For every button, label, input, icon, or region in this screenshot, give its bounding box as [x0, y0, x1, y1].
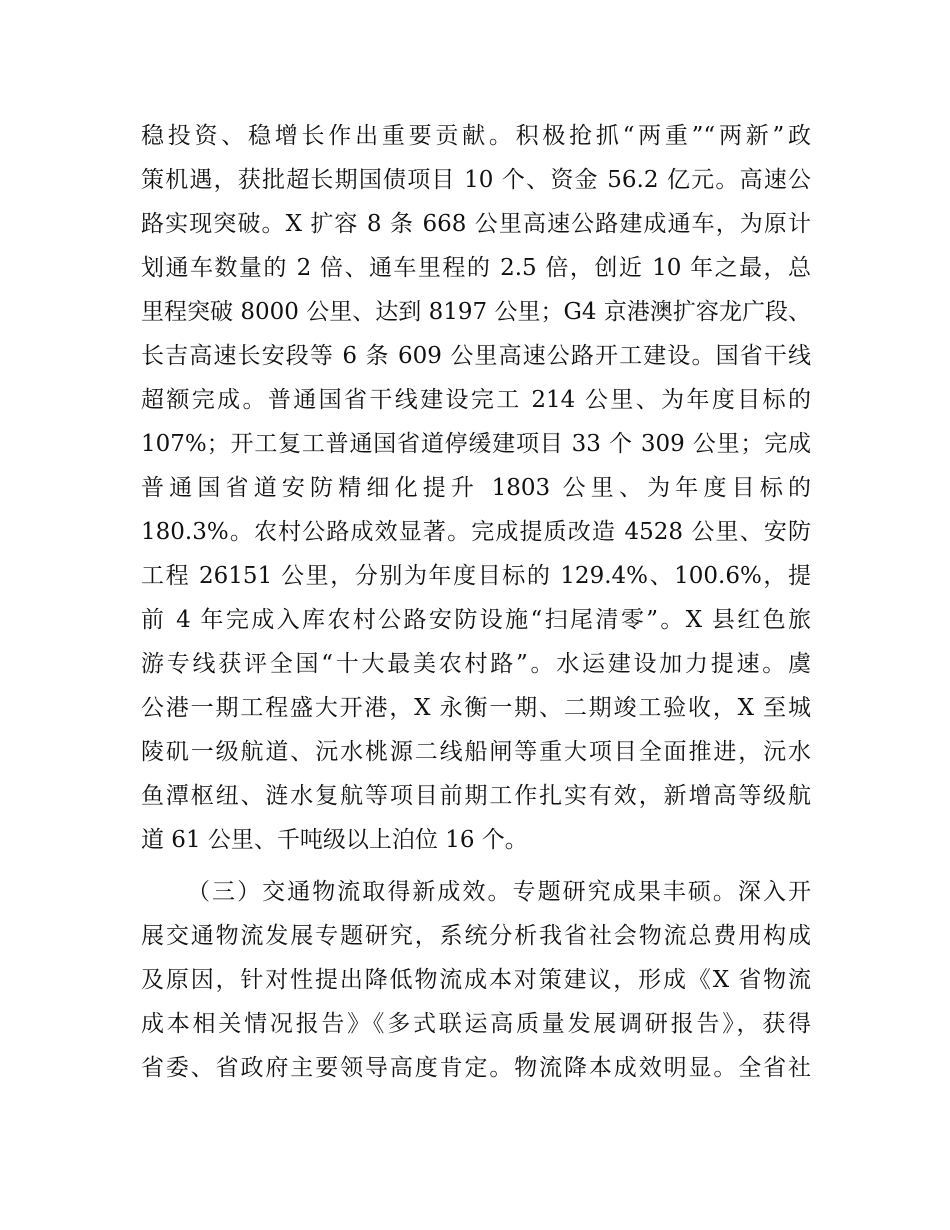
- text-line: 展交通物流发展专题研究，系统分析我省社会物流总费用构成: [141, 923, 811, 949]
- text-line: 及原因，针对性提出降低物流成本对策建议，形成《X 省物流: [141, 967, 811, 993]
- text-line: 陵矶一级航道、沅水桃源二线船闸等重大项目全面推进，沅水: [141, 739, 811, 765]
- text-line: 工程 26151 公里，分别为年度目标的 129.4%、100.6%，提: [141, 563, 811, 589]
- text-line: 长吉高速长安段等 6 条 609 公里高速公路开工建设。国省干线: [141, 343, 811, 369]
- text-line: 成本相关情况报告》《多式联运高质量发展调研报告》，获得: [141, 1011, 811, 1037]
- text-line: 普通国省道安防精细化提升 1803 公里、为年度目标的: [141, 475, 811, 501]
- text-line: 路实现突破。X 扩容 8 条 668 公里高速公路建成通车，为原计: [141, 211, 811, 237]
- text-line: 稳投资、稳增长作出重要贡献。积极抢抓“两重”“两新”政: [141, 123, 811, 149]
- text-line: 省委、省政府主要领导高度肯定。物流降本成效明显。全省社: [141, 1055, 811, 1081]
- section-heading-line: （三）交通物流取得新成效。专题研究成果丰硕。深入开: [187, 879, 811, 905]
- text-line: 里程突破 8000 公里、达到 8197 公里；G4 京港澳扩容龙广段、: [141, 299, 811, 325]
- text-line: 107%；开工复工普通国省道停缓建项目 33 个 309 公里；完成: [141, 431, 811, 457]
- text-line: 游专线获评全国“十大最美农村路”。水运建设加力提速。虞: [141, 651, 811, 677]
- text-line: 超额完成。普通国省干线建设完工 214 公里、为年度目标的: [141, 387, 811, 413]
- text-line: 划通车数量的 2 倍、通车里程的 2.5 倍，创近 10 年之最，总: [141, 255, 811, 281]
- text-line: 180.3%。农村公路成效显著。完成提质改造 4528 公里、安防: [141, 519, 811, 545]
- text-line: 道 61 公里、千吨级以上泊位 16 个。: [141, 827, 528, 853]
- text-line: 策机遇，获批超长期国债项目 10 个、资金 56.2 亿元。高速公: [141, 167, 811, 193]
- text-line: 公港一期工程盛大开港，X 永衡一期、二期竣工验收，X 至城: [141, 695, 811, 721]
- text-line: 鱼潭枢纽、涟水复航等项目前期工作扎实有效，新增高等级航: [141, 783, 811, 809]
- text-line: 前 4 年完成入库农村公路安防设施“扫尾清零”。X 县红色旅: [141, 607, 811, 633]
